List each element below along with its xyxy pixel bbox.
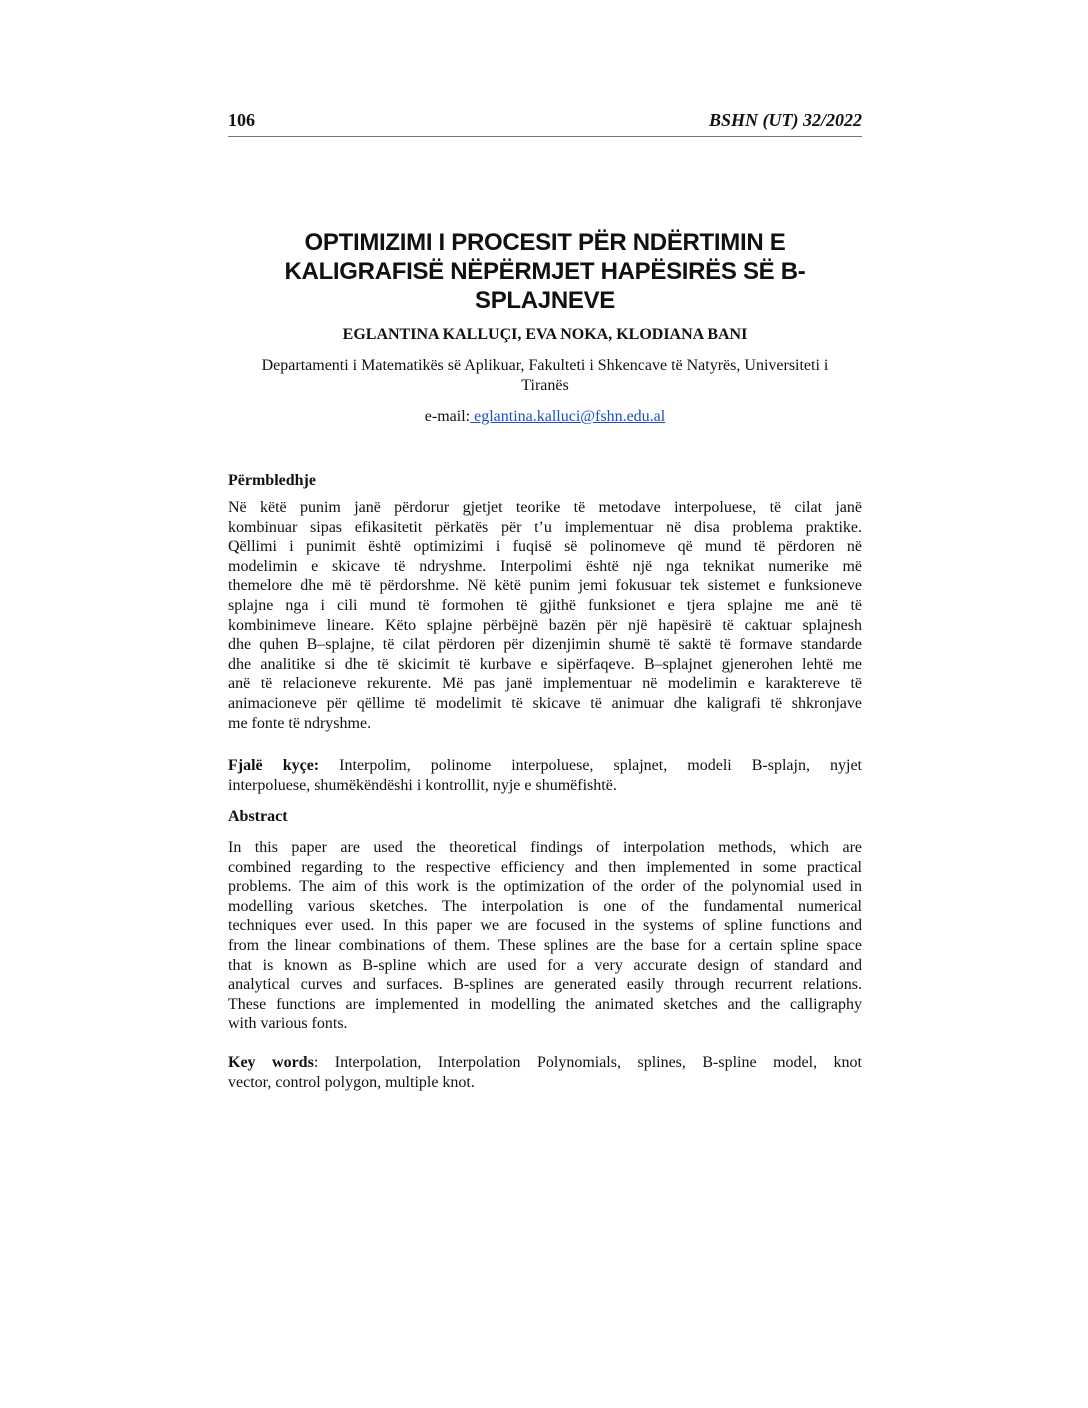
- title-line: SPLAJNEVE: [474, 287, 615, 314]
- text-line: combined regarding to the respective efficiency and then implemented in some practical: [228, 858, 862, 876]
- text-line: dhe analitike si dhe të skicimit të kurbave e sipërfaqeve. B–splajnet gjenerohen lehtë me: [228, 655, 862, 673]
- key-words-label: Key words: [228, 1054, 314, 1071]
- journal-reference: BSHN (UT) 32/2022: [709, 110, 862, 130]
- text-line: from the linear combinations of them. These splines are the base for a certain spline space: [228, 936, 862, 954]
- email-link[interactable]: eglantina.kalluci@fshn.edu.al: [470, 408, 666, 425]
- affiliation: [228, 356, 862, 396]
- text-line: Qëllimi i punimit është optimizimi i fuqisë së polinomeve që mund të përdoren në: [228, 538, 862, 556]
- text-line: problems. The aim of this work is the optimization of the order of the polynomial used in: [228, 878, 862, 896]
- text-line: These functions are implemented in modelling the animated sketches and the calligraphy: [228, 995, 862, 1013]
- email-label: e-mail:: [424, 408, 471, 425]
- abstract-heading: Abstract: [228, 808, 288, 825]
- text-line: modelling various sketches. The interpolation is one of the fundamental numerical: [228, 897, 862, 915]
- affiliation-line: Tiranës: [521, 377, 569, 394]
- text-line: kombinuar sipas efikasitetit përkatës për t’u implementuar në disa problema praktike.: [228, 518, 862, 536]
- title-line: OPTIMIZIMI I PROCESIT PËR NDËRTIMIN E: [304, 229, 786, 256]
- email-line: [228, 408, 862, 426]
- text-line: techniques ever used. In this paper we are focused in the systems of spline functions and: [228, 917, 862, 935]
- fjale-kyce-text: Interpolim, polinome interpoluese, splajnet, modeli B-splajn, nyjet: [319, 757, 862, 774]
- key-words-text: : Interpolation, Interpolation Polynomials, splines, B-spline model, knot: [313, 1054, 862, 1071]
- keywords-line: vector, control polygon, multiple knot.: [228, 1073, 475, 1091]
- text-line: dhe quhen B–splajne, të cilat përdoren për dizenjimin shumë të saktë të formave standarde: [228, 636, 862, 654]
- text-line: themelore dhe më të përdorshme. Në këtë punim jemi fokusuar tek sistemet e funksioneve: [228, 577, 862, 595]
- text-line: modelimin e skicave të ndryshme. Interpolimi është një nga teknikat numerike më: [228, 557, 862, 575]
- text-line: Në këtë punim janë përdorur gjetjet teorike të metodave interpoluese, të cilat janë: [228, 499, 862, 516]
- keywords-line: [228, 1053, 862, 1073]
- page-number: 106: [228, 110, 255, 130]
- keywords-line: [228, 756, 862, 776]
- text-line: splajne nga i cili mund të formohen të gjithë funksionet e tjera splajne me anë të: [228, 596, 862, 614]
- text-line: In this paper are used the theoretical findings of interpolation methods, which are: [228, 839, 862, 856]
- title-line: KALIGRAFISË NËPËRMJET HAPËSIRËS SË B-: [284, 258, 806, 285]
- running-header: [228, 110, 862, 137]
- fjale-kyce-label: Fjalë kyçe:: [228, 757, 320, 774]
- permbledhje-body: [228, 498, 862, 733]
- text-line: with various fonts.: [228, 1015, 348, 1033]
- permbledhje-heading: Përmbledhje: [228, 472, 316, 489]
- author-list: EGLANTINA KALLUÇI, EVA NOKA, KLODIANA BANI: [342, 326, 748, 343]
- text-line: that is known as B-spline which are used for a very accurate design of standard and: [228, 956, 862, 974]
- text-line: animacioneve për qëllime të modelimit të skicave të animuar dhe kaligrafi të shkronjave: [228, 694, 862, 712]
- paper-title: [228, 228, 862, 315]
- abstract-body: [228, 838, 862, 1034]
- text-line: anë të relacioneve rekurente. Më pas janë implementuar në modelimin e karaktereve të: [228, 675, 862, 693]
- text-line: kombinimeve lineare. Këto splajne përbëjnë bazën për një hapësirë të caktuar splajnesh: [228, 616, 862, 634]
- text-line: me fonte të ndryshme.: [228, 714, 372, 732]
- key-words: [228, 1053, 862, 1092]
- fjale-kyce: [228, 756, 862, 795]
- keywords-line: interpoluese, shumëkëndëshi i kontrollit, nyje e shumëfishtë.: [228, 776, 617, 794]
- text-line: analytical curves and surfaces. B-splines are generated easily through recurrent relations.: [228, 976, 862, 994]
- affiliation-line: Departamenti i Matematikës së Aplikuar, Fakulteti i Shkencave të Natyrës, Universiteti i: [261, 357, 829, 374]
